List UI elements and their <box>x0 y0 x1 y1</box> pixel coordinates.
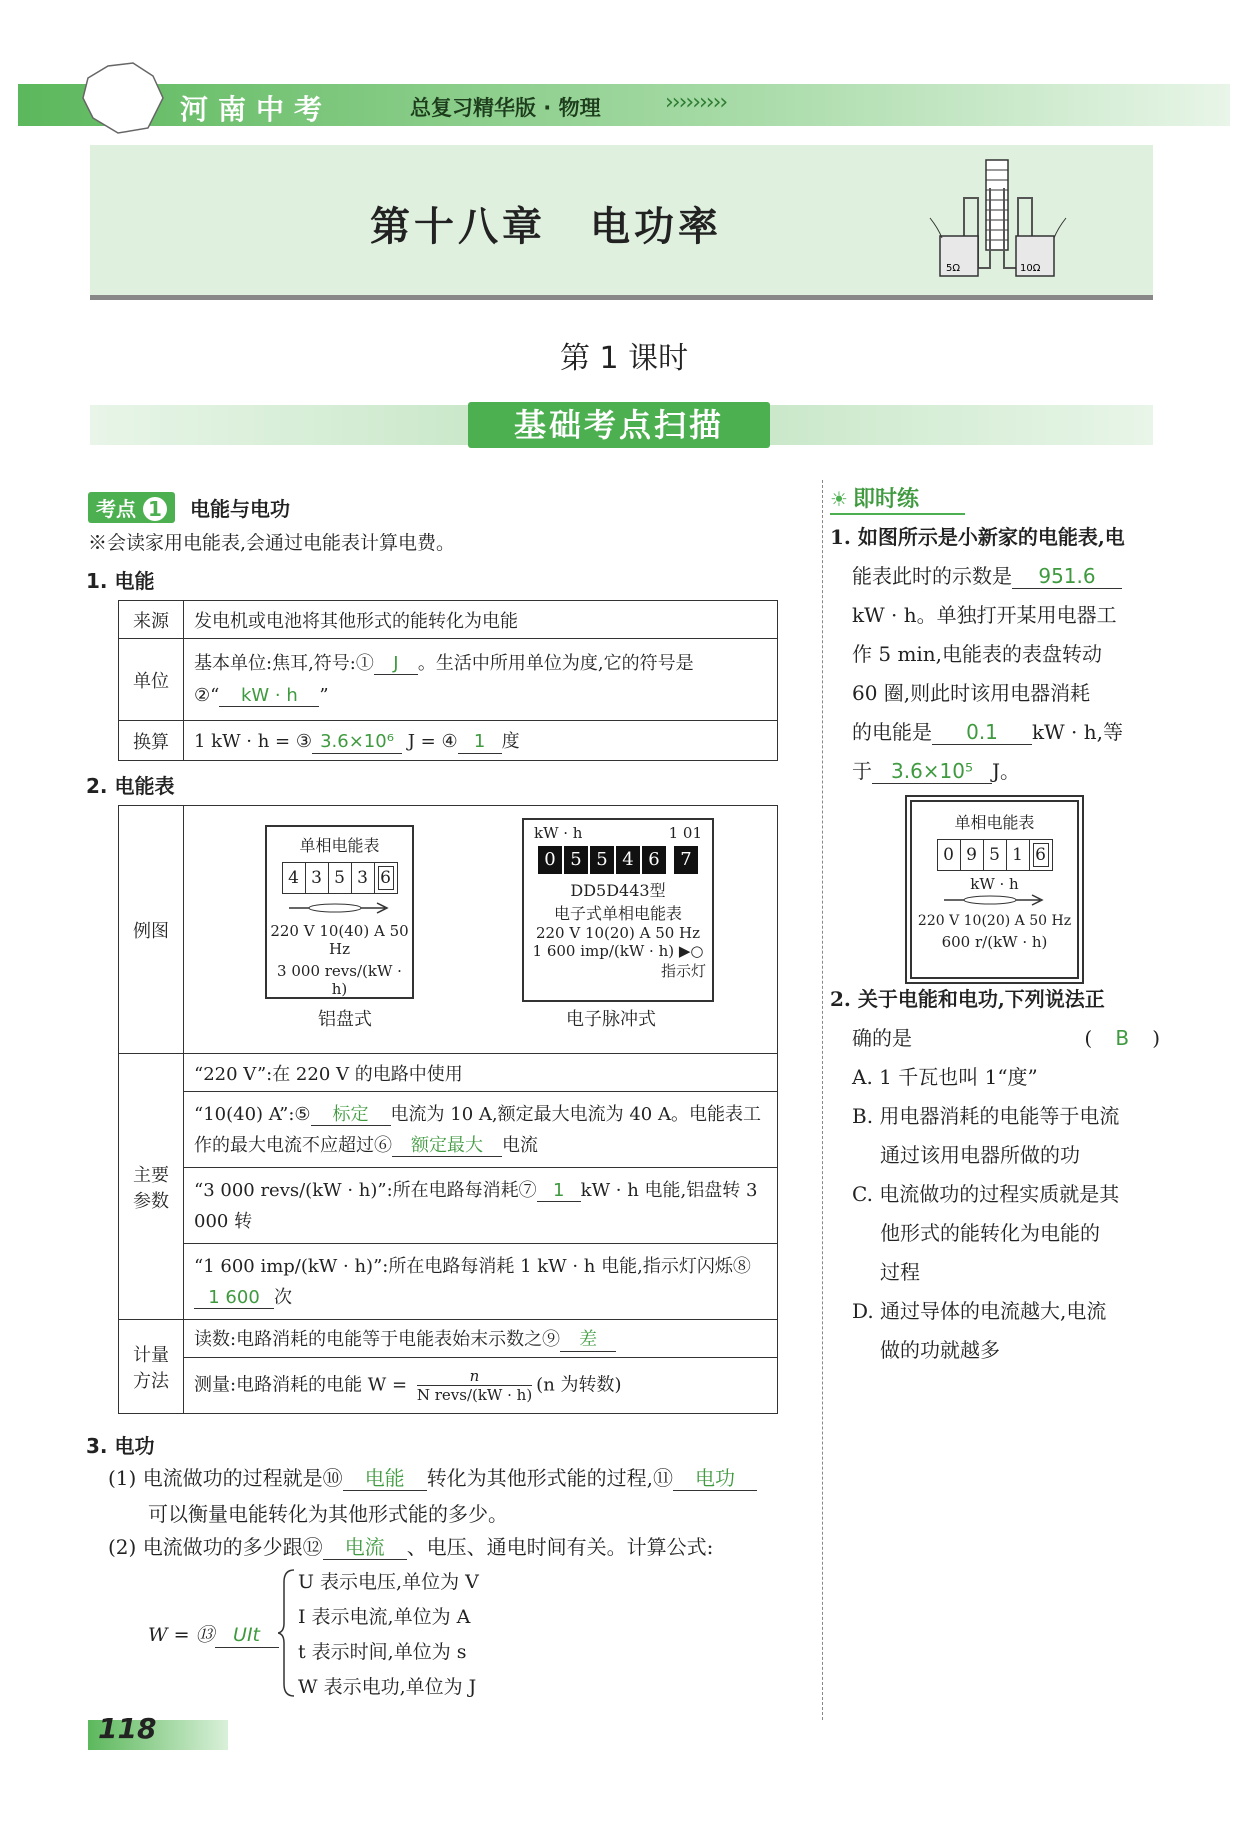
conversion-label: 换算 <box>119 721 184 761</box>
practice-title: 即时练 <box>853 487 920 512</box>
answer-8: 1 600 <box>194 1287 274 1310</box>
sub-heading-1: 1. 电能 <box>86 569 155 593</box>
kp-tag: 考点 1 <box>88 492 175 523</box>
q1-answer-2: 0.1 <box>932 720 1032 745</box>
sub-heading-3: 3. 电功 <box>86 1434 155 1458</box>
header-subtitle: 总复习精华版 · 物理 <box>410 96 601 120</box>
practice-meter-unit: kW · h <box>970 875 1019 893</box>
el-meter-number: 1 01 <box>668 824 702 842</box>
q1-answer-1: 951.6 <box>1012 564 1122 589</box>
answer-7: 1 <box>537 1180 581 1203</box>
el-meter-spec1: 220 V 10(20) A 50 Hz <box>535 924 701 942</box>
param-4: “1 600 imp/(kW · h)”:所在电路每消耗 1 kW · h 电能,指示灯闪烁⑧1 600 次 <box>184 1244 778 1320</box>
example-label: 例图 <box>119 806 184 1054</box>
disc-arrow-icon <box>285 900 395 916</box>
source-label: 来源 <box>119 601 184 639</box>
q1-answer-3: 3.6×10⁵ <box>872 759 992 784</box>
al-meter-spec2: 3 000 revs/(kW · h) <box>277 962 402 998</box>
henan-map-icon <box>78 58 168 138</box>
practice-meter <box>910 800 1079 979</box>
params-label: 主要参数 <box>119 1054 184 1320</box>
param-2: “10(40) A”:⑤ 标定 电流为 10 A,额定最大电流为 40 A。电能表工作的最大电流不应超过⑥ 额定最大 电流 <box>184 1092 778 1168</box>
resistor-left-label: 5Ω <box>946 263 961 274</box>
practice-meter-digits: 0 9 5 1 6 <box>937 839 1053 871</box>
experiment-apparatus-icon <box>928 158 1068 280</box>
al-meter-title: 单相电能表 <box>299 836 380 855</box>
brace-icon <box>278 1568 298 1698</box>
chapter-title: 第十八章 电功率 <box>370 204 722 250</box>
indicator-light-icon: ▶○ <box>678 942 704 960</box>
resistor-right-label: 10Ω <box>1020 263 1041 274</box>
al-meter-digits: 4 3 5 3 6 <box>282 862 398 894</box>
work-point-1: (1) 电流做功的过程就是⑩ 电能 转化为其他形式能的过程,⑪ 电功 可以衡量电能转化为其他形式能的多少。 <box>108 1460 808 1532</box>
el-meter-digits: 0 5 5 4 6 7 <box>538 846 698 874</box>
header-series: 河南中考 <box>180 93 333 126</box>
answer-10: 电能 <box>343 1466 427 1491</box>
def-t: t 表示时间,单位为 s <box>298 1641 467 1663</box>
option-b: B. 用电器消耗的电能等于电流 通过该用电器所做的功 <box>852 1104 1120 1167</box>
practice-disc-arrow-icon <box>940 893 1050 907</box>
unit-label: 单位 <box>119 639 184 721</box>
answer-5: 标定 <box>311 1104 391 1127</box>
question-2: 2. 关于电能和电功,下列说法正 确的是 ( B ) A. 1 千瓦也叫 1“度” B. 用电器消耗的电能等于电流 通过该用电器所做的功 C. 电流做功的过程实质就是其 他形式的能转化为电能的 过程 D. 通过导体的电流越大,电流 做的功就越多 <box>830 980 1160 1370</box>
kp1-title: 电能与电功 <box>189 497 290 521</box>
header-arrows: ››››››››› <box>665 90 727 115</box>
option-a: A. 1 千瓦也叫 1“度” <box>852 1065 1038 1089</box>
measure-label: 计量方法 <box>119 1320 184 1414</box>
answer-6: 额定最大 <box>392 1135 502 1158</box>
def-u: U 表示电压,单位为 V <box>298 1571 479 1593</box>
fraction-denominator: N revs/(kW · h) <box>416 1386 533 1404</box>
answer-2: kW · h <box>219 685 319 708</box>
el-meter-spec2: 1 600 imp/(kW · h) ▶○ <box>532 942 704 960</box>
source-text: 发电机或电池将其他形式的能转化为电能 <box>184 601 778 639</box>
answer-11: 电功 <box>673 1466 757 1491</box>
formula: W = ⑬ UIt <box>148 1620 279 1648</box>
def-w: W 表示电功,单位为 J <box>298 1676 477 1698</box>
page-number: 118 <box>98 1712 157 1745</box>
measure-2: 测量:电路消耗的电能 W = n N revs/(kW · h) (n 为转数) <box>184 1358 778 1414</box>
answer-9: 差 <box>560 1329 616 1352</box>
measure-1: 读数:电路消耗的电能等于电能表始末示数之⑨ 差 <box>184 1320 778 1358</box>
answer-12: 电流 <box>323 1535 407 1560</box>
param-1: “220 V”:在 220 V 的电路中使用 <box>184 1054 778 1092</box>
question-1: 1. 如图所示是小新家的电能表,电 能表此时的示数是 951.6 kW · h。单独打开某用电器工 作 5 min,电能表的表盘转动 60 圈,则此时该用电器消耗 的电能是 0.1 kW · h,等 于 3.6×10⁵ J。 <box>830 525 1125 783</box>
section-title: 基础考点扫描 <box>468 402 770 448</box>
work-point-2: (2) 电流做功的多少跟⑫ 电流 、电压、通电时间有关。计算公式: <box>108 1535 714 1559</box>
kp-number: 1 <box>143 497 167 521</box>
column-divider <box>822 480 823 1720</box>
practice-meter-spec2: 600 r/(kW · h) <box>941 933 1048 951</box>
el-meter-unit: kW · h <box>534 824 583 842</box>
option-c: C. 电流做功的过程实质就是其 他形式的能转化为电能的 过程 <box>852 1182 1120 1284</box>
al-meter-spec1: 220 V 10(40) A 50 Hz <box>270 922 409 958</box>
lesson-title: 第 1 课时 <box>560 341 689 376</box>
def-i: I 表示电流,单位为 A <box>298 1606 471 1628</box>
answer-1: J <box>374 653 418 676</box>
param-3: “3 000 revs/(kW · h)”:所在电路每消耗⑦ 1 kW · h 电能,铝盘转 3 000 转 <box>184 1168 778 1244</box>
unit-cell: 基本单位:焦耳,符号:① J 。生活中所用单位为度,它的符号是 ②“ kW · h ” <box>184 639 778 721</box>
practice-meter-spec1: 220 V 10(20) A 50 Hz <box>917 913 1072 929</box>
answer-13: UIt <box>215 1624 279 1648</box>
electronic-meter <box>522 818 714 1002</box>
el-meter-caption: 电子脉冲式 <box>566 1009 656 1030</box>
kp1-heading <box>88 492 290 523</box>
el-meter-model: DD5D443型 <box>570 881 666 900</box>
practice-heading <box>830 482 965 515</box>
conversion-cell: 1 kW · h = ③ 3.6×10⁶ J = ④ 1 度 <box>184 721 778 761</box>
fraction-numerator: n <box>417 1367 532 1386</box>
sub-heading-2: 2. 电能表 <box>86 774 175 798</box>
practice-meter-title: 单相电能表 <box>954 813 1035 832</box>
el-meter-name: 电子式单相电能表 <box>553 904 682 923</box>
energy-table <box>118 600 778 761</box>
answer-3: 3.6×10⁶ <box>312 731 402 754</box>
formula-definitions <box>298 1565 479 1705</box>
answer-4: 1 <box>458 731 502 754</box>
el-meter-light-label: 指示灯 <box>660 962 706 980</box>
q2-answer: B <box>1115 1026 1130 1050</box>
option-d: D. 通过导体的电流越大,电流 做的功就越多 <box>852 1299 1107 1362</box>
kp1-note: ※会读家用电能表,会通过电能表计算电费。 <box>88 532 456 554</box>
aluminum-meter <box>265 825 414 999</box>
sun-icon: ☀ <box>830 487 848 511</box>
al-meter-caption: 铝盘式 <box>318 1009 372 1030</box>
